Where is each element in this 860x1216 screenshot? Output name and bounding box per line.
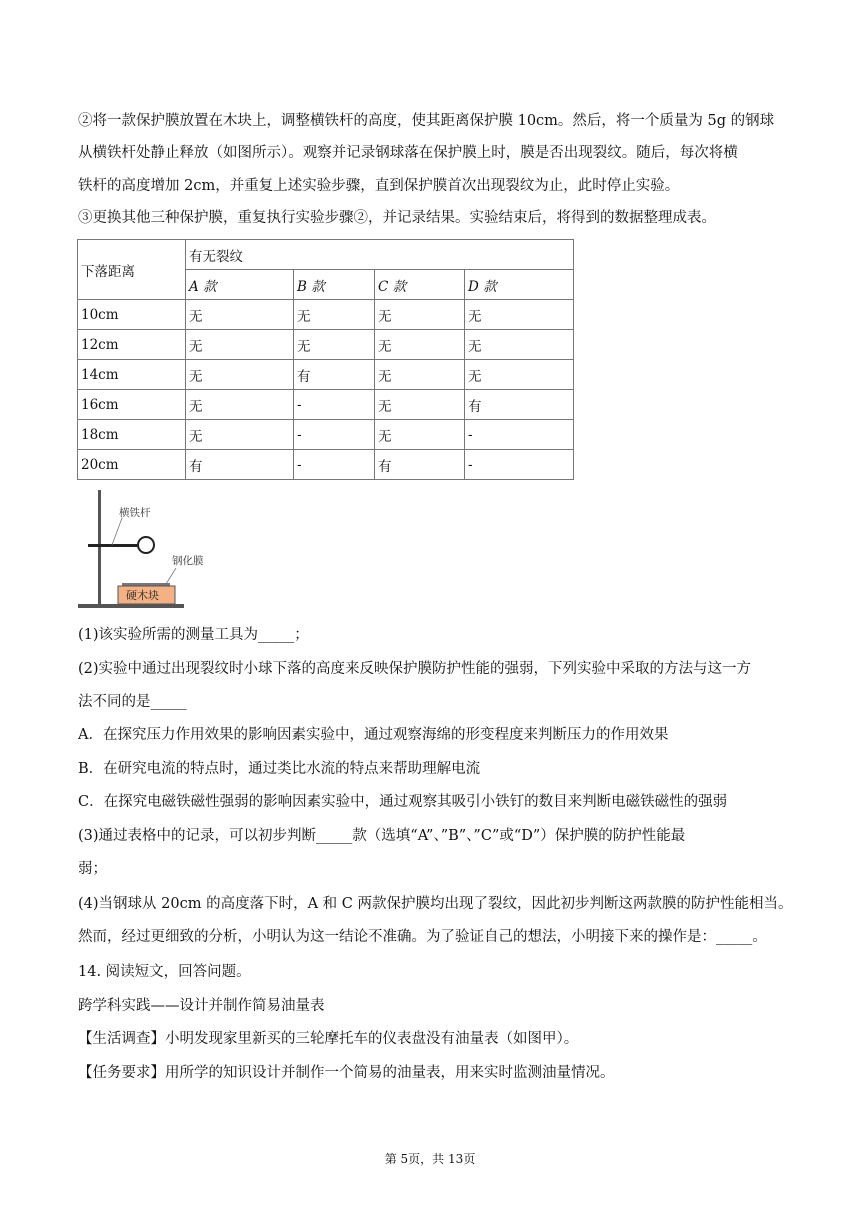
column-header-d: D 款 (465, 270, 574, 300)
option-c: C．在探究电磁铁磁性强弱的影响因素实验中，通过观察其吸引小铁钉的数目来判断电磁铁磁性的强弱 (78, 794, 728, 810)
table-cell: 有 (375, 450, 465, 480)
group-header-cell: 有无裂纹 (186, 240, 574, 270)
table-cell: 无 (465, 300, 574, 330)
section-14-task: 【任务要求】用所学的知识设计并制作一个简易的油量表，用来实时监测油量情况。 (78, 1065, 615, 1081)
table-cell: 无 (465, 360, 574, 390)
table-row (78, 300, 574, 330)
stand-base (78, 604, 184, 608)
question-4-line2: 然而，经过更细致的分析，小明认为这一结论不准确。为了验证自己的想法，小明接下来的操作是：_____。 (78, 929, 767, 945)
film-label-line (166, 568, 176, 584)
table-cell: 无 (375, 390, 465, 420)
paragraph-step2-line2: 从横铁杆处静止释放（如图所示）。观察并记录钢球落在保护膜上时，膜是否出现裂纹。随后，每次将横 (78, 145, 738, 161)
table-cell: 无 (375, 420, 465, 450)
steel-ball (138, 537, 154, 553)
page-footer: 第 5页，共 13页 (384, 1152, 476, 1166)
table-cell: 无 (375, 360, 465, 390)
paragraph-step3: ③更换其他三种保护膜，重复执行实验步骤②，并记录结果。实验结束后，将得到的数据整理成表。 (78, 210, 716, 226)
table-cell: 无 (186, 330, 294, 360)
table-cell: 无 (375, 330, 465, 360)
stand-pole (98, 490, 101, 606)
column-header-c: C 款 (375, 270, 465, 300)
distance-cell: 16cm (78, 390, 186, 420)
option-b: B．在研究电流的特点时，通过类比水流的特点来帮助理解电流 (78, 761, 481, 777)
table-cell: 无 (186, 420, 294, 450)
table-cell: - (465, 450, 574, 480)
table-cell: - (294, 450, 375, 480)
distance-cell: 18cm (78, 420, 186, 450)
question-3-line1: (3)通过表格中的记录，可以初步判断_____款（选填“A”、”B”、”C”或“D”）保护膜的防护性能最 (78, 828, 686, 844)
experiment-apparatus-figure (78, 488, 204, 612)
table-cell: 有 (465, 390, 574, 420)
film-label: 钢化膜 (172, 555, 204, 567)
table-cell: 无 (294, 330, 375, 360)
block-label: 硬木块 (126, 590, 159, 602)
table-row (78, 360, 574, 390)
table-cell: 有 (186, 450, 294, 480)
column-header-a: A 款 (186, 270, 294, 300)
table-row (78, 390, 574, 420)
paragraph-step2-line3: 铁杆的高度增加 2cm，并重复上述实验步骤，直到保护膜首次出现裂纹为止，此时停止实验。 (78, 178, 680, 194)
section-14-title: 14. 阅读短文，回答问题。 (78, 964, 251, 980)
section-14-survey: 【生活调查】小明发现家里新买的三轮摩托车的仪表盘没有油量表（如图甲）。 (78, 1031, 579, 1047)
distance-cell: 12cm (78, 330, 186, 360)
section-14-subtitle: 跨学科实践——设计并制作简易油量表 (78, 998, 325, 1014)
row-header-cell: 下落距离 (78, 240, 186, 300)
table-cell: 无 (186, 360, 294, 390)
table-cell: 无 (294, 300, 375, 330)
table-cell: - (465, 420, 574, 450)
table-cell: 无 (186, 390, 294, 420)
table-cell: - (294, 390, 375, 420)
bar-label: 横铁杆 (119, 507, 151, 519)
distance-cell: 20cm (78, 450, 186, 480)
table-cell: 有 (294, 360, 375, 390)
distance-cell: 10cm (78, 300, 186, 330)
table-row (78, 420, 574, 450)
table-cell: 无 (186, 300, 294, 330)
bar-label-line (112, 518, 122, 545)
question-1: (1)该实验所需的测量工具为_____； (78, 627, 309, 643)
results-table (77, 239, 574, 480)
table-cell: 无 (375, 300, 465, 330)
column-header-b: B 款 (294, 270, 375, 300)
paragraph-step2-line1: ②将一款保护膜放置在木块上，调整横铁杆的高度，使其距离保护膜 10cm。然后，将一个质量为 5g 的钢球 (78, 113, 775, 129)
table-row (78, 450, 574, 480)
question-3-line2: 弱； (78, 861, 107, 877)
question-2-line1: (2)实验中通过出现裂纹时小球下落的高度来反映保护膜防护性能的强弱，下列实验中采取的方法与这一方 (78, 661, 752, 677)
table-cell: - (294, 420, 375, 450)
iron-bar (88, 544, 138, 547)
option-a: A．在探究压力作用效果的影响因素实验中，通过观察海绵的形变程度来判断压力的作用效果 (78, 727, 669, 743)
table-row (78, 330, 574, 360)
distance-cell: 14cm (78, 360, 186, 390)
question-2-line2: 法不同的是_____ (78, 694, 187, 710)
table-cell: 无 (465, 330, 574, 360)
question-4-line1: (4)当钢球从 20cm 的高度落下时，A 和 C 两款保护膜均出现了裂纹，因此初步判断这两款膜的防护性能相当。 (78, 896, 793, 912)
